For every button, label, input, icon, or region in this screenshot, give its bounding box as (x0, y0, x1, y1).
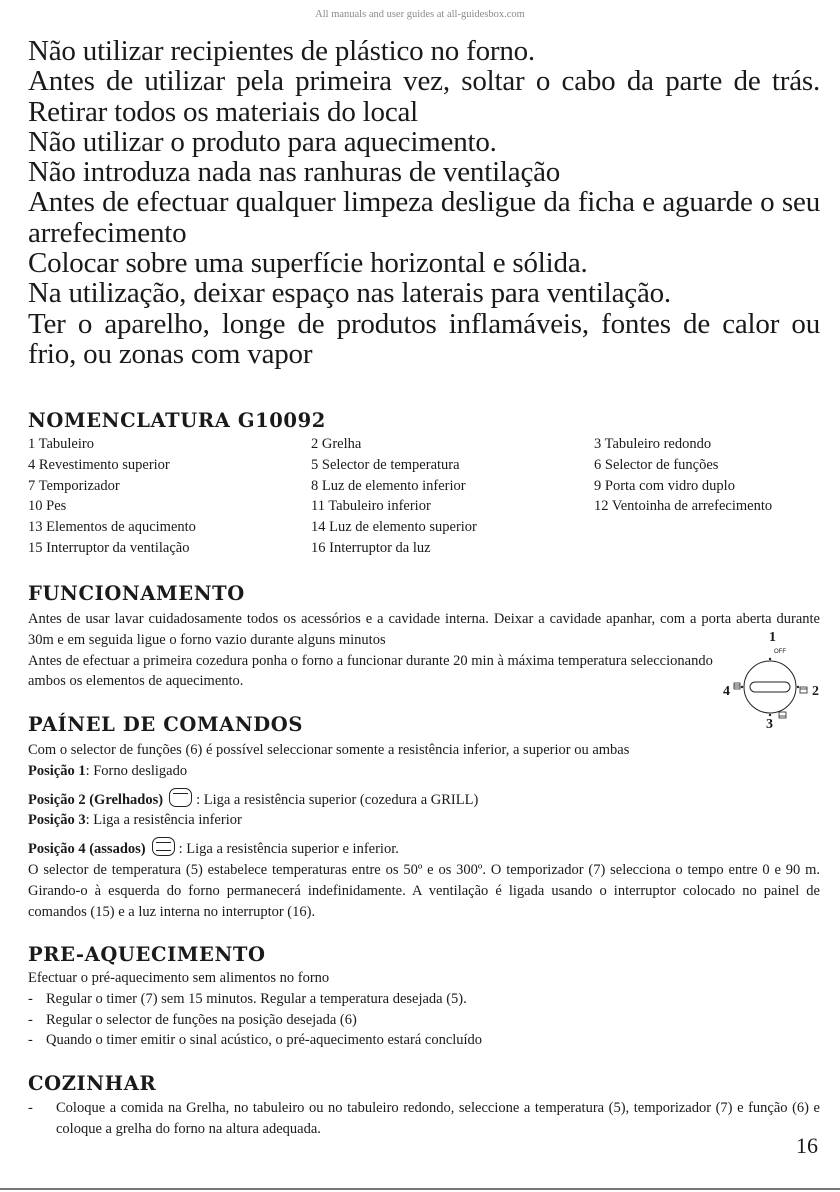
painel-body: O selector de temperatura (5) estabelece temperaturas entre os 50º e os 300º. O temporizador (7) selecciona o tempo entre 0 e 90 m. Girando-o à esquerda do forno permanecerá indefinidamente. A ventilação é ligada usando o interruptor colocado no painel de comandos (15) e a luz interna no interruptor (16). (28, 861, 820, 920)
warning-line: Antes de utilizar pela primeira vez, soltar o cabo da parte de trás. Retirar todos os materiais do local (28, 65, 820, 128)
cozinhar-text (28, 1098, 820, 1140)
top-bottom-heat-icon (152, 837, 175, 856)
position-2-line (28, 788, 820, 811)
list-item-text: Regular o selector de funções na posição desejada (6) (46, 1011, 357, 1028)
list-item: - Coloque a comida na Grelha, no tabuleiro ou no tabuleiro redondo, seleccione a temperatura (5), temporizador (7) e função (6) e coloque a grelha do forno na altura adequada. (28, 1098, 820, 1140)
page-number: 16 (796, 1133, 818, 1158)
funcionamento-text (28, 609, 820, 692)
painel-intro: Com o selector de funções (6) é possível seleccionar somente a resistência inferior, a superior ou ambas (28, 742, 630, 758)
nomenclatura-title: NOMENCLATURA G10092 (28, 409, 326, 432)
nomenclatura-row (28, 455, 828, 476)
dial-label-2: 2 (812, 684, 819, 699)
list-item-text: Quando o timer emitir o sinal acústico, o pré-aquecimento estará concluído (46, 1032, 483, 1049)
dial-label-3: 3 (766, 717, 773, 732)
grill-icon (169, 788, 192, 807)
nomenclatura-item: 16 Interruptor da luz (311, 539, 431, 556)
position-2-text: : Liga a resistência superior (cozedura a GRILL) (196, 791, 479, 808)
warning-line: Antes de efectuar qualquer limpeza desligue da ficha e aguarde o seu arrefecimento (28, 186, 820, 249)
position-4-label: Posição 4 (assados) (28, 841, 146, 858)
position-1-label: Posição 1 (28, 762, 86, 779)
nomenclatura-item: 3 Tabuleiro redondo (594, 436, 712, 452)
warning-line: Não introduza nada nas ranhuras de ventilação (28, 156, 561, 189)
funcionamento-title: FUNCIONAMENTO (28, 582, 245, 605)
dial-label-4: 4 (723, 684, 730, 699)
nomenclatura-table (28, 434, 828, 559)
nomenclatura-item: 14 Luz de elemento superior (311, 519, 477, 536)
list-item-text: Regular o timer (7) sem 15 minutos. Regular a temperatura desejada (5). (46, 990, 467, 1007)
list-item-text: Coloque a comida na Grelha, no tabuleiro ou no tabuleiro redondo, seleccione a temperatura (5), temporizador (7) e função (6) e coloque a grelha do forno na altura adequada. (56, 1100, 820, 1137)
position-3-label: Posição 3 (28, 812, 86, 829)
nomenclatura-item: 2 Grelha (311, 436, 362, 452)
painel-text (28, 740, 820, 922)
warning-line: Colocar sobre uma superfície horizontal e sólida. (28, 247, 588, 280)
list-item: - Quando o timer emitir o sinal acústico, o pré-aquecimento estará concluído (28, 1030, 820, 1051)
nomenclatura-item (594, 538, 828, 559)
nomenclatura-item: 8 Luz de elemento inferior (311, 477, 466, 494)
warning-line: Na utilização, deixar espaço nas laterais para ventilação. (28, 277, 671, 310)
nomenclatura-item: 9 Porta com vidro duplo (594, 477, 735, 494)
nomenclatura-item: 5 Selector de temperatura (311, 456, 460, 473)
position-1-line (28, 761, 820, 782)
funcionamento-paragraph-2: Antes de efectuar a primeira cozedura ponha o forno a funcionar durante 20 min à máxima temperatura seleccionando ambos os elementos de aquecimento. (28, 652, 713, 690)
dial-knob-icon (720, 630, 820, 730)
warnings-block (28, 36, 820, 369)
nomenclatura-row (28, 538, 828, 559)
nomenclatura-row (28, 496, 828, 517)
nomenclatura-item: 13 Elementos de aqucimento (28, 519, 196, 536)
warning-line: Ter o aparelho, longe de produtos inflamáveis, fontes de calor ou frio, ou zonas com vapor (28, 307, 820, 370)
position-3-text: : Liga a resistência inferior (85, 812, 242, 829)
funcionamento-paragraph-1: Antes de usar lavar cuidadosamente todos os acessórios e a cavidade interna. Deixar a cavidade apanhar, com a porta aberta durante 30m e em seguida ligue o forno vazio durante alguns minutos (28, 611, 820, 648)
nomenclatura-item: 6 Selector de funções (594, 456, 719, 473)
position-3-line (28, 810, 820, 831)
nomenclatura-item: 11 Tabuleiro inferior (311, 498, 431, 515)
nomenclatura-item: 7 Temporizador (28, 477, 120, 494)
warning-line: Não utilizar recipientes de plástico no forno. (28, 35, 535, 67)
nomenclatura-row (28, 517, 828, 538)
nomenclatura-item: 15 Interruptor da ventilação (28, 539, 190, 556)
nomenclatura-row (28, 434, 828, 455)
nomenclatura-item (594, 517, 828, 538)
nomenclatura-item: 1 Tabuleiro (28, 436, 94, 452)
bottom-rule (0, 1188, 840, 1190)
page-header: All manuals and user guides at all-guidesbox.com (315, 9, 525, 20)
position-4-line (28, 837, 820, 860)
nomenclatura-row (28, 476, 828, 497)
nomenclatura-item: 10 Pes (28, 498, 67, 515)
cozinhar-title: COZINHAR (28, 1072, 157, 1095)
position-4-text: : Liga a resistência superior e inferior. (178, 841, 399, 858)
dial-label-1: 1 (769, 630, 776, 645)
function-selector-diagram (720, 630, 820, 730)
nomenclatura-item: 4 Revestimento superior (28, 456, 170, 473)
pre-aquecimento-title: PRE-AQUECIMENTO (28, 943, 266, 966)
pre-aquecimento-text (28, 968, 820, 1051)
dial-off-label: OFF (774, 649, 786, 655)
position-1-text: : Forno desligado (85, 762, 188, 779)
pre-aquecimento-intro: Efectuar o pré-aquecimento sem alimentos no forno (28, 970, 330, 986)
warning-line: Não utilizar o produto para aquecimento. (28, 125, 497, 158)
position-2-label: Posição 2 (Grelhados) (28, 791, 164, 808)
nomenclatura-item: 12 Ventoinha de arrefecimento (594, 498, 773, 515)
list-item: - Regular o selector de funções na posição desejada (6) (28, 1010, 820, 1031)
list-item: - Regular o timer (7) sem 15 minutos. Regular a temperatura desejada (5). (28, 989, 820, 1010)
painel-title: PAÍNEL DE COMANDOS (28, 713, 304, 736)
